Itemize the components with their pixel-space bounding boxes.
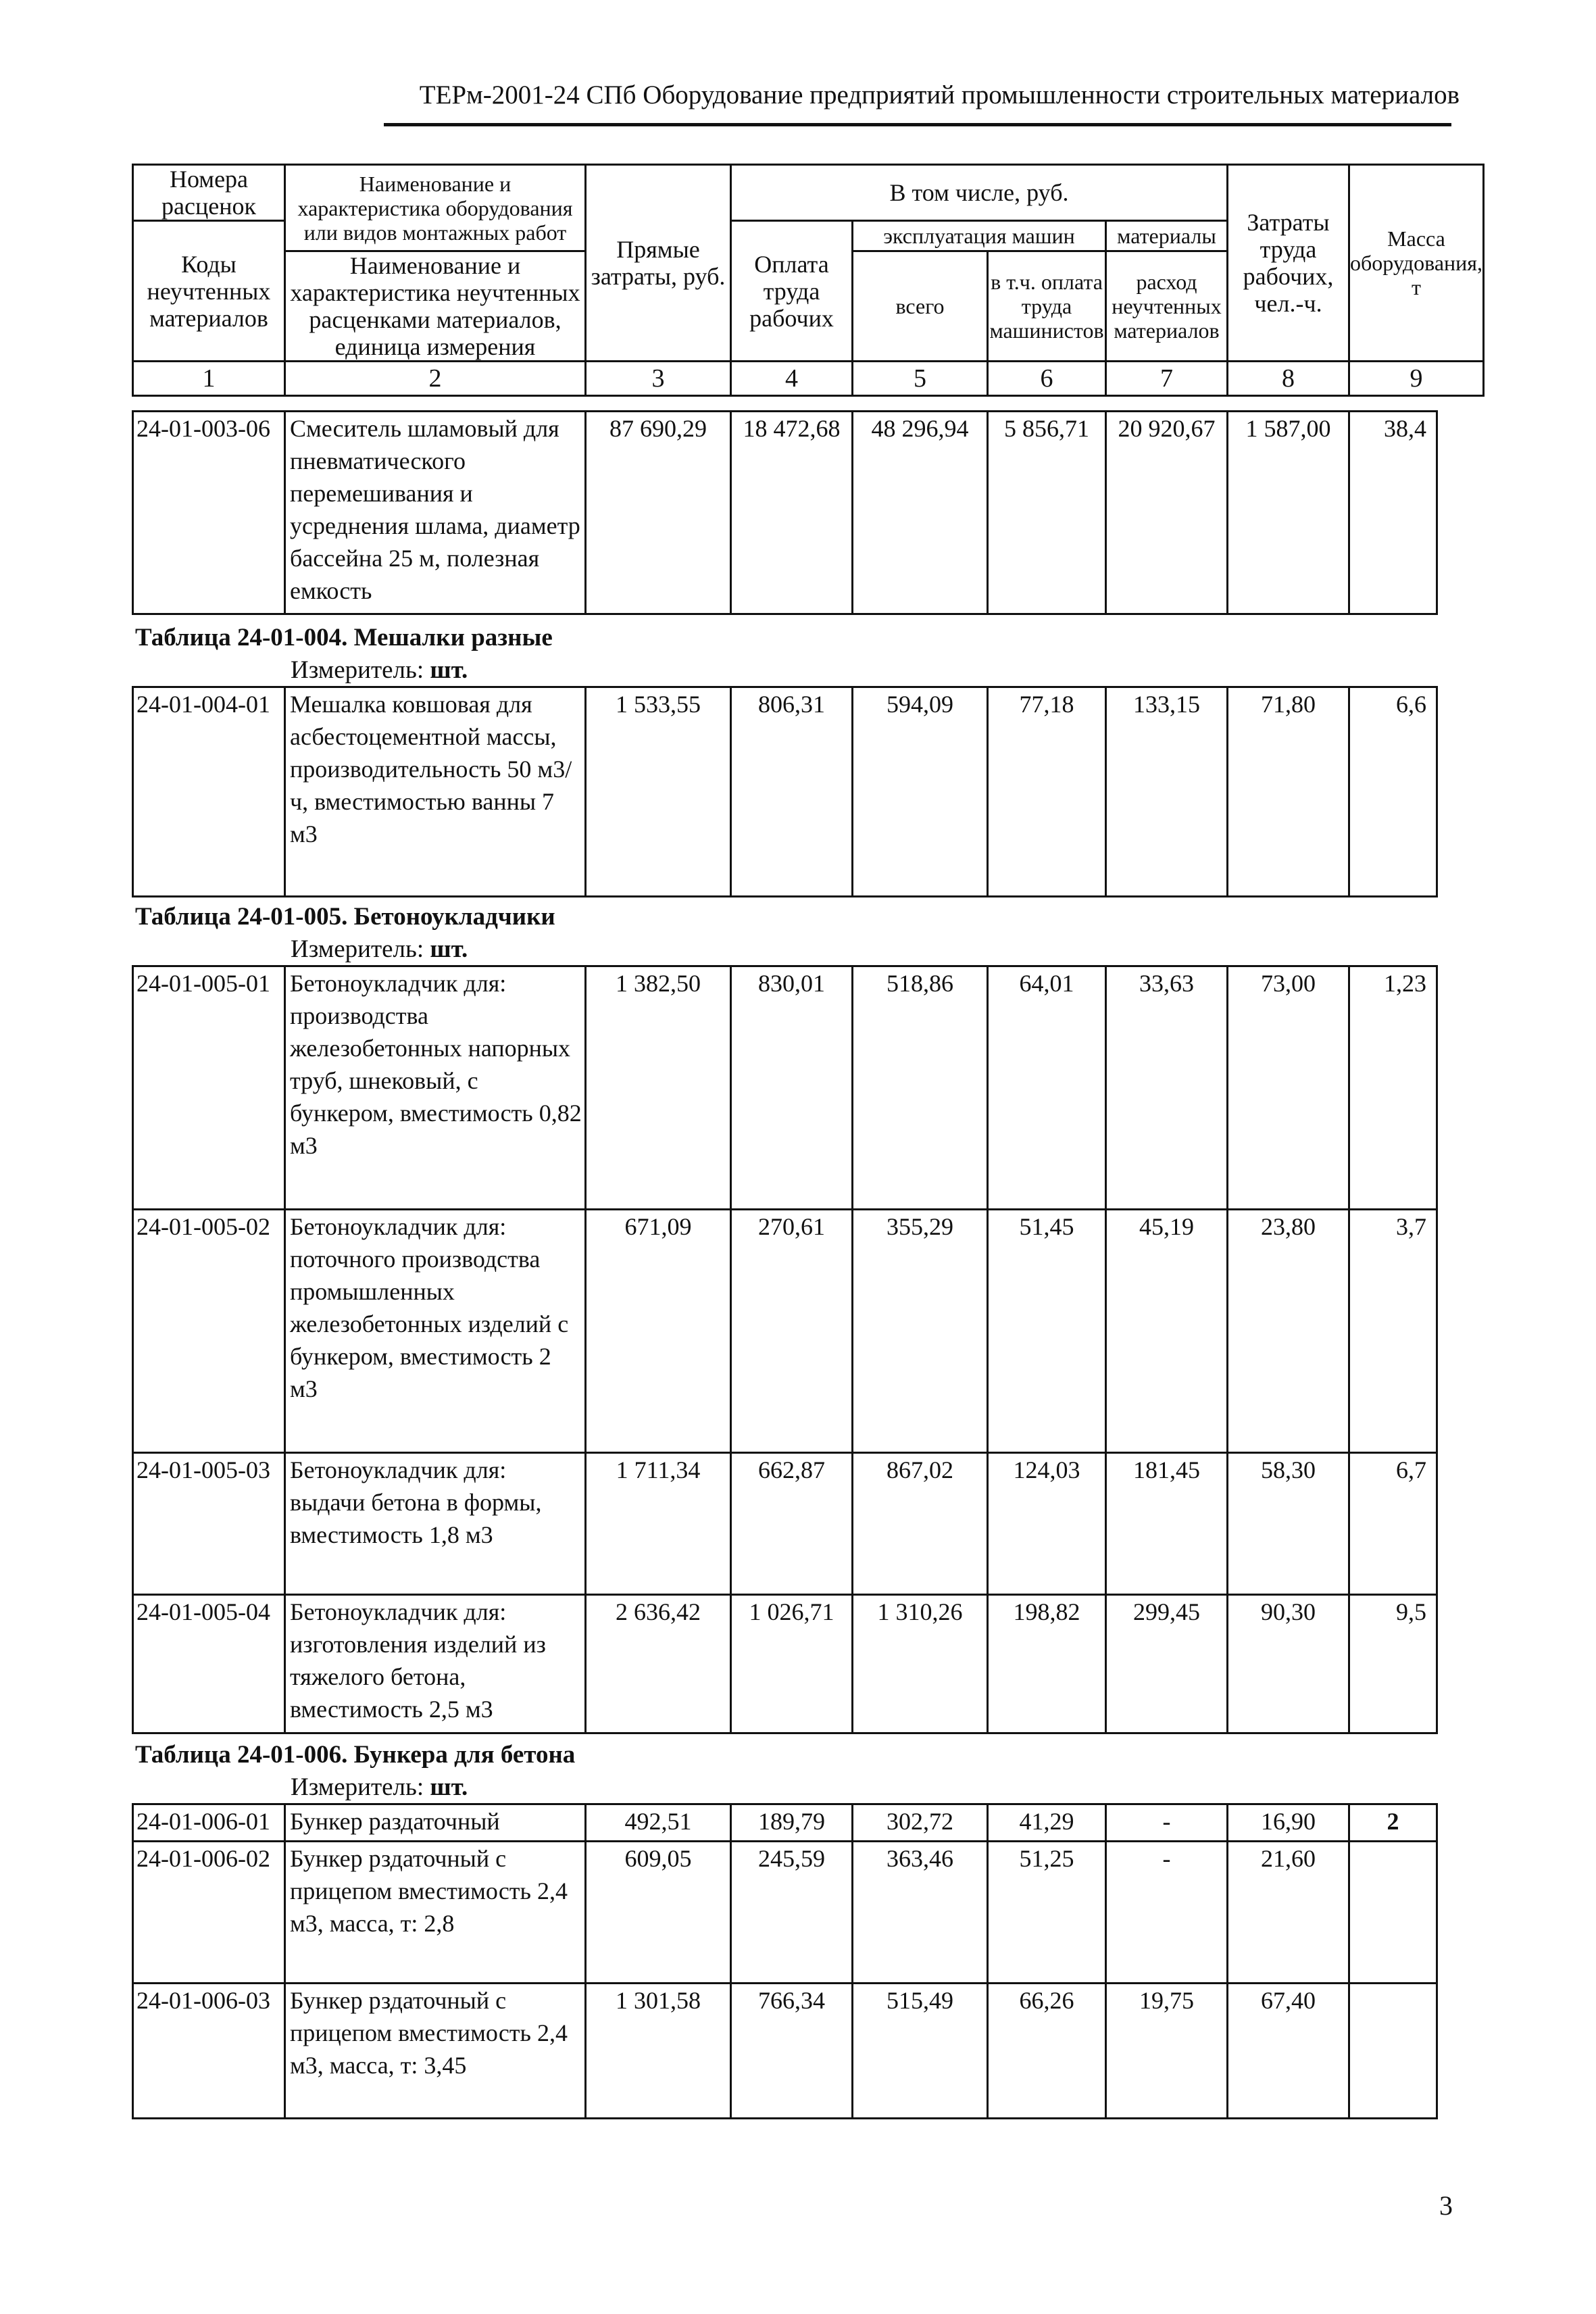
row-labor: 830,01 (731, 966, 853, 1210)
row-machinists: 51,25 (988, 1842, 1106, 1984)
row-hours: 16,90 (1228, 1804, 1349, 1842)
row-direct: 1 533,55 (586, 687, 731, 897)
page-header: ТЕРм-2001-24 СПб Оборудование предприятий промышленности строительных материалов (419, 80, 1460, 109)
header-labor-hours: Затраты труда рабочих, чел.-ч. (1228, 165, 1349, 362)
row-materials: 45,19 (1106, 1210, 1228, 1453)
row-name: Бункер рздаточный с прицепом вместимость 2,4 м3, масса, т: 2,8 (285, 1842, 586, 1984)
table-row (133, 1842, 1437, 1984)
meter-value: шт. (430, 656, 468, 684)
meter-value: шт. (430, 935, 468, 963)
column-header-table (132, 164, 1485, 397)
table-title: Таблица 24-01-004. Мешалки разные (135, 624, 553, 651)
header-codes-top: Номера расценок (133, 165, 285, 221)
row-machines-total: 355,29 (853, 1210, 988, 1453)
row-materials: 299,45 (1106, 1595, 1228, 1733)
row-hours: 90,30 (1228, 1595, 1349, 1733)
row-name: Смеситель шламовый для пневматического перемешивания и усреднения шлама, диаметр бассейна 25 м, полезная емкость (285, 412, 586, 614)
row-labor: 270,61 (731, 1210, 853, 1453)
row-code: 24-01-006-03 (133, 1984, 285, 2119)
row-hours: 73,00 (1228, 966, 1349, 1210)
header-labor-pay: Оплата труда рабочих (731, 221, 853, 362)
row-code: 24-01-006-01 (133, 1804, 285, 1842)
col-number: 4 (731, 362, 853, 396)
table-row (133, 412, 1437, 614)
header-group-including: В том числе, руб. (731, 165, 1228, 221)
row-machinists: 77,18 (988, 687, 1106, 897)
row-hours: 67,40 (1228, 1984, 1349, 2119)
row-labor: 189,79 (731, 1804, 853, 1842)
meter-line (291, 1773, 468, 1802)
row-machines-total: 867,02 (853, 1453, 988, 1595)
table-row (133, 1984, 1437, 2119)
row-machinists: 41,29 (988, 1804, 1106, 1842)
table-row (133, 1804, 1437, 1842)
header-equipment-mass: Масса оборудования, т (1349, 165, 1484, 362)
table-title: Таблица 24-01-006. Бункера для бетона (135, 1741, 576, 1769)
header-materials: материалы (1106, 221, 1228, 251)
row-machinists: 64,01 (988, 966, 1106, 1210)
meter-line (291, 656, 468, 685)
row-direct: 2 636,42 (586, 1595, 731, 1733)
meter-label: Измеритель: (291, 656, 424, 684)
table-row (133, 1210, 1437, 1453)
row-machinists: 51,45 (988, 1210, 1106, 1453)
row-direct: 1 301,58 (586, 1984, 731, 2119)
row-materials: - (1106, 1842, 1228, 1984)
row-code: 24-01-003-06 (133, 412, 285, 614)
row-machinists: 66,26 (988, 1984, 1106, 2119)
table-row (133, 687, 1437, 897)
row-name: Бункер раздаточный (285, 1804, 586, 1842)
row-mass (1349, 1842, 1437, 1984)
header-direct-costs: Прямые затраты, руб. (586, 165, 731, 362)
row-direct: 609,05 (586, 1842, 731, 1984)
row-labor: 766,34 (731, 1984, 853, 2119)
table-row (133, 1595, 1437, 1733)
row-mass: 6,6 (1349, 687, 1437, 897)
row-code: 24-01-005-01 (133, 966, 285, 1210)
col-number: 6 (988, 362, 1106, 396)
row-name: Бункер рздаточный с прицепом вместимость 2,4 м3, масса, т: 3,45 (285, 1984, 586, 2119)
row-materials: 133,15 (1106, 687, 1228, 897)
col-number: 5 (853, 362, 988, 396)
col-number: 7 (1106, 362, 1228, 396)
row-direct: 1 711,34 (586, 1453, 731, 1595)
col-number: 2 (285, 362, 586, 396)
data-table-24-01-004 (132, 686, 1438, 897)
meter-label: Измеритель: (291, 1773, 424, 1801)
col-number: 3 (586, 362, 731, 396)
row-machines-total: 518,86 (853, 966, 988, 1210)
row-machines-total: 515,49 (853, 1984, 988, 2119)
row-code: 24-01-005-04 (133, 1595, 285, 1733)
row-machines-total: 363,46 (853, 1842, 988, 1984)
row-mass: 3,7 (1349, 1210, 1437, 1453)
row-labor: 1 026,71 (731, 1595, 853, 1733)
row-direct: 492,51 (586, 1804, 731, 1842)
row-direct: 1 382,50 (586, 966, 731, 1210)
row-machines-total: 1 310,26 (853, 1595, 988, 1733)
row-name: Бетоноукладчик для: поточного производства промышленных железобетонных изделий с бункером, вместимость 2 м3 (285, 1210, 586, 1453)
row-materials: - (1106, 1804, 1228, 1842)
row-mass (1349, 1984, 1437, 2119)
header-machines-total: всего (853, 251, 988, 362)
row-materials: 33,63 (1106, 966, 1228, 1210)
table-row (133, 1453, 1437, 1595)
row-hours: 58,30 (1228, 1453, 1349, 1595)
row-name: Бетоноукладчик для: выдачи бетона в формы, вместимость 1,8 м3 (285, 1453, 586, 1595)
row-labor: 662,87 (731, 1453, 853, 1595)
header-machinists-pay: в т.ч. оплата труда машинистов (988, 251, 1106, 362)
row-name: Бетоноукладчик для: изготовления изделий из тяжелого бетона, вместимость 2,5 м3 (285, 1595, 586, 1733)
row-machines-total: 48 296,94 (853, 412, 988, 614)
data-table-24-01-006 (132, 1803, 1438, 2119)
row-mass: 1,23 (1349, 966, 1437, 1210)
row-mass: 2 (1349, 1804, 1437, 1842)
header-unaccounted-materials: расход неучтенных материалов (1106, 251, 1228, 362)
header-rule (384, 123, 1451, 126)
meter-line (291, 935, 468, 964)
meter-value: шт. (430, 1773, 468, 1801)
table-title: Таблица 24-01-005. Бетоноукладчики (135, 903, 555, 931)
row-machines-total: 302,72 (853, 1804, 988, 1842)
row-code: 24-01-005-02 (133, 1210, 285, 1453)
row-name: Бетоноукладчик для: производства железобетонных напорных труб, шнековый, с бункером, вместимость 0,82 м3 (285, 966, 586, 1210)
data-table-24-01-005 (132, 965, 1438, 1734)
row-mass: 38,4 (1349, 412, 1437, 614)
row-materials: 181,45 (1106, 1453, 1228, 1595)
row-hours: 1 587,00 (1228, 412, 1349, 614)
table-row (133, 966, 1437, 1210)
row-code: 24-01-004-01 (133, 687, 285, 897)
row-name: Мешалка ковшовая для асбестоцементной массы, производительность 50 м3/ч, вместимостью ванны 7 м3 (285, 687, 586, 897)
row-code: 24-01-005-03 (133, 1453, 285, 1595)
row-hours: 23,80 (1228, 1210, 1349, 1453)
col-number: 8 (1228, 362, 1349, 396)
row-labor: 18 472,68 (731, 412, 853, 614)
row-direct: 671,09 (586, 1210, 731, 1453)
header-codes-bottom: Коды неучтенных материалов (133, 221, 285, 362)
row-direct: 87 690,29 (586, 412, 731, 614)
row-mass: 6,7 (1349, 1453, 1437, 1595)
header-name-bottom: Наименование и характеристика неучтенных расценками материалов, единица измерения (285, 251, 586, 362)
row-labor: 245,59 (731, 1842, 853, 1984)
row-labor: 806,31 (731, 687, 853, 897)
data-table-24-01-003 (132, 410, 1438, 615)
row-materials: 20 920,67 (1106, 412, 1228, 614)
row-mass: 9,5 (1349, 1595, 1437, 1733)
row-machinists: 5 856,71 (988, 412, 1106, 614)
row-hours: 21,60 (1228, 1842, 1349, 1984)
header-name-top: Наименование и характеристика оборудования или видов монтажных работ (285, 165, 586, 251)
col-number: 1 (133, 362, 285, 396)
row-code: 24-01-006-02 (133, 1842, 285, 1984)
page-number: 3 (1439, 2190, 1453, 2221)
row-materials: 19,75 (1106, 1984, 1228, 2119)
row-machinists: 124,03 (988, 1453, 1106, 1595)
col-number: 9 (1349, 362, 1484, 396)
row-machinists: 198,82 (988, 1595, 1106, 1733)
meter-label: Измеритель: (291, 935, 424, 963)
header-machines: эксплуатация машин (853, 221, 1106, 251)
row-hours: 71,80 (1228, 687, 1349, 897)
row-machines-total: 594,09 (853, 687, 988, 897)
